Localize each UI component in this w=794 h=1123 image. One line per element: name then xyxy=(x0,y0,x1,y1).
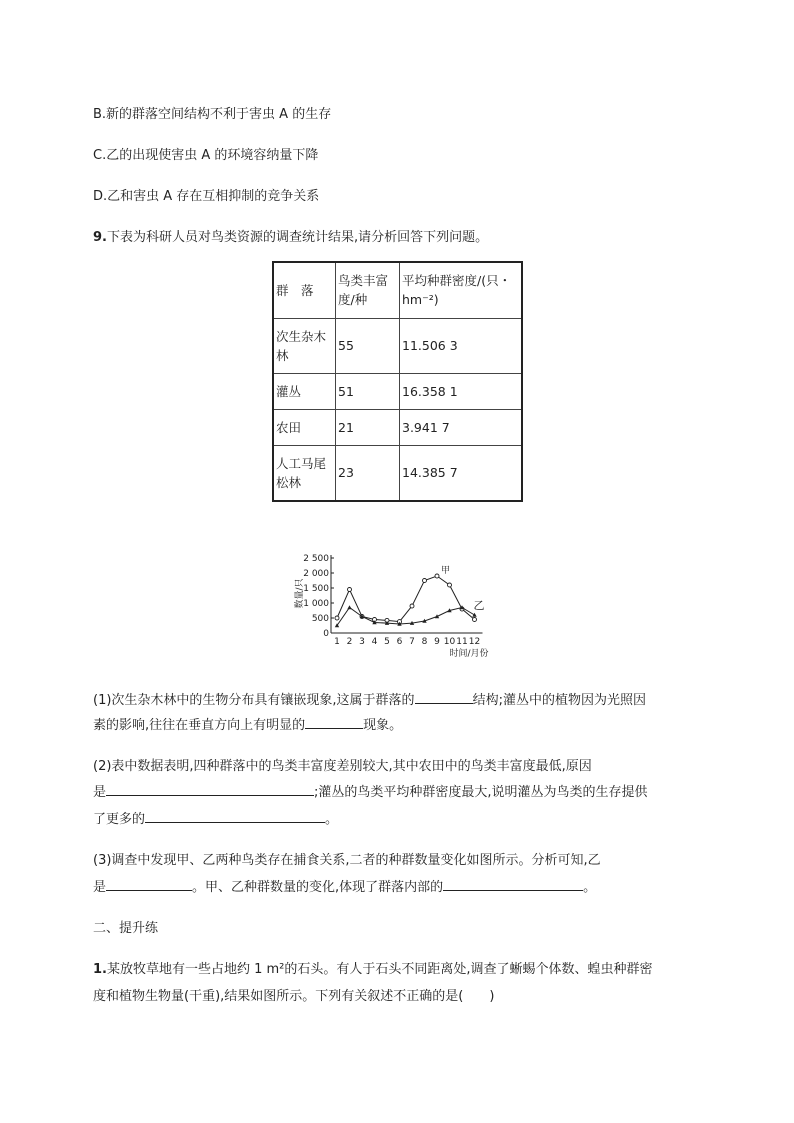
answer-blank[interactable] xyxy=(443,878,583,891)
question-number: 1. xyxy=(93,962,107,977)
x-tick-label: 3 xyxy=(359,637,365,647)
chart-axes xyxy=(293,554,489,659)
table-header-cell: 群 落 xyxy=(273,262,336,318)
sub-question-1 xyxy=(93,689,646,708)
sub-question-3 xyxy=(93,849,601,868)
text: (2)表中数据表明,四种群落中的鸟类丰富度差别较大,其中农田中的鸟类丰富度最低,原因 xyxy=(93,759,592,774)
text: 某放牧草地有一些占地约 1 m²的石头。有人于石头不同距离处,调查了蜥蜴个体数、蝗虫种群密 xyxy=(106,962,653,977)
sub-question-2 xyxy=(93,755,592,774)
answer-blank[interactable] xyxy=(415,691,473,704)
series-line-1 xyxy=(337,576,475,622)
table-cell: 11.506 3 xyxy=(400,318,523,373)
table-cell: 次生杂木林 xyxy=(273,318,336,373)
y-tick-label: 500 xyxy=(311,614,329,624)
table-cell: 农田 xyxy=(273,409,336,445)
x-tick-label: 6 xyxy=(396,637,403,647)
y-tick-label: 1 000 xyxy=(303,599,329,609)
x-tick-label: 11 xyxy=(456,637,468,647)
option-b: B.新的群落空间结构不利于害虫 A 的生存 xyxy=(93,107,332,122)
x-tick-label: 1 xyxy=(334,637,340,647)
sub-question-2-cont xyxy=(93,781,648,800)
series-line-2 xyxy=(337,608,475,626)
table-cell: 3.941 7 xyxy=(400,409,523,445)
data-point xyxy=(347,605,351,609)
data-point xyxy=(410,604,414,608)
text: 现象。 xyxy=(363,718,403,733)
sub-question-2-cont2 xyxy=(93,808,338,827)
y-tick-label: 2 000 xyxy=(303,569,329,579)
table-header-cell: 平均种群密度/(只・hm⁻²) xyxy=(400,262,523,318)
text: (3)调查中发现甲、乙两种鸟类存在捕食关系,二者的种群数量变化如图所示。分析可知,乙 xyxy=(93,853,601,868)
data-point xyxy=(335,616,339,620)
table-cell: 16.358 1 xyxy=(400,373,523,409)
answer-blank[interactable] xyxy=(106,878,192,891)
x-tick-label: 5 xyxy=(384,637,390,647)
answer-blank[interactable] xyxy=(305,716,363,729)
text: 是 xyxy=(93,785,107,800)
question-text: 下表为科研人员对鸟类资源的调查统计结果,请分析回答下列问题。 xyxy=(106,230,489,245)
y-tick-label: 0 xyxy=(323,629,329,639)
answer-blank[interactable] xyxy=(106,783,314,796)
table-cell: 灌丛 xyxy=(273,373,336,409)
text: 是 xyxy=(93,880,107,895)
survey-table xyxy=(272,261,523,502)
question-9-stem xyxy=(93,226,488,245)
x-tick-label: 7 xyxy=(409,637,415,647)
data-point xyxy=(348,588,352,592)
y-tick-label: 1 500 xyxy=(303,584,329,594)
x-axis-label: 时间/月份 xyxy=(449,649,489,659)
question-number: 9. xyxy=(93,230,107,245)
section-title: 二、提升练 xyxy=(93,921,159,936)
text: 。甲、乙种群数量的变化,体现了群落内部的 xyxy=(192,880,444,895)
question-1-line2: 度和植物生物量(干重),结果如图所示。下列有关叙述不正确的是( ) xyxy=(93,989,495,1004)
question-1-line1 xyxy=(93,958,653,977)
x-tick-label: 9 xyxy=(434,637,440,647)
chart-series xyxy=(335,565,485,627)
table-header-cell: 鸟类丰富度/种 xyxy=(336,262,400,318)
sub-question-1-cont xyxy=(93,714,402,733)
data-point xyxy=(472,613,476,617)
data-point xyxy=(435,574,439,578)
y-tick-label: 2 500 xyxy=(303,554,329,564)
data-point xyxy=(448,583,452,587)
series-label: 甲 xyxy=(441,566,451,576)
series-label: 乙 xyxy=(473,599,485,612)
table-cell: 14.385 7 xyxy=(400,445,523,501)
text: (1)次生杂木林中的生物分布具有镶嵌现象,这属于群落的 xyxy=(93,693,415,708)
x-tick-label: 10 xyxy=(443,637,456,647)
table-cell: 23 xyxy=(336,445,400,501)
x-tick-label: 4 xyxy=(371,637,378,647)
answer-blank[interactable] xyxy=(145,810,325,823)
text: 了更多的 xyxy=(93,812,146,827)
population-chart xyxy=(280,548,510,663)
data-point xyxy=(473,618,477,622)
table-cell: 51 xyxy=(336,373,400,409)
text: 。 xyxy=(325,812,339,827)
text: 结构;灌丛中的植物因为光照因 xyxy=(472,693,646,708)
x-tick-label: 2 xyxy=(346,637,353,647)
text: 。 xyxy=(583,880,597,895)
table-cell: 55 xyxy=(336,318,400,373)
text: ;灌丛的鸟类平均种群密度最大,说明灌丛为鸟类的生存提供 xyxy=(314,785,648,800)
data-point xyxy=(423,579,427,583)
table-cell: 21 xyxy=(336,409,400,445)
option-c: C.乙的出现使害虫 A 的环境容纳量下降 xyxy=(93,148,319,163)
text: 素的影响,往往在垂直方向上有明显的 xyxy=(93,718,306,733)
x-tick-label: 8 xyxy=(421,637,428,647)
y-axis-label: 数量/只 xyxy=(295,578,305,609)
sub-question-3-cont xyxy=(93,876,596,895)
table-cell: 人工马尾松林 xyxy=(273,445,336,501)
option-d: D.乙和害虫 A 存在互相抑制的竞争关系 xyxy=(93,189,320,204)
x-tick-label: 12 xyxy=(468,637,481,647)
